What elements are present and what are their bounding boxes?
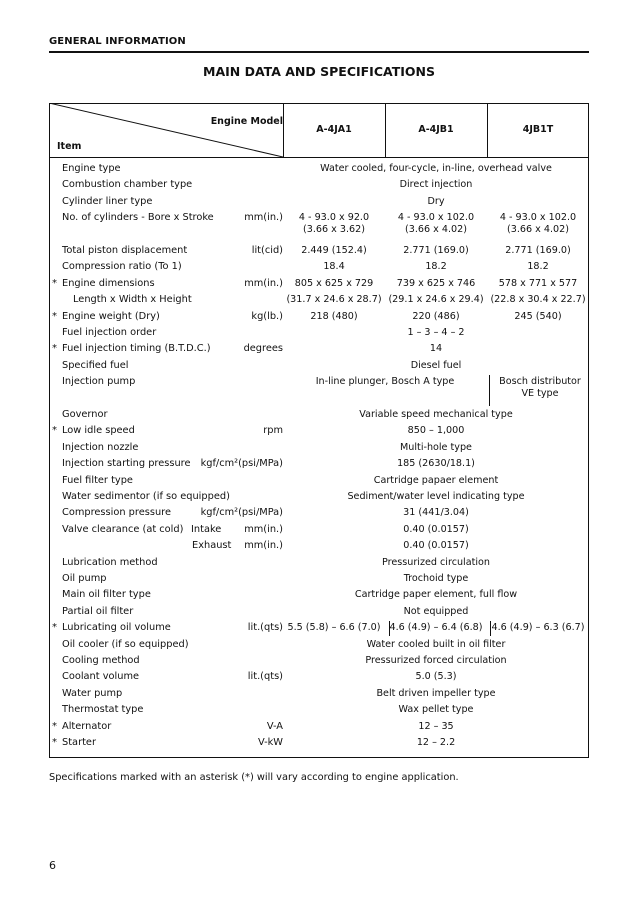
table-row bbox=[49, 309, 589, 325]
item-label: Specified fuel bbox=[62, 359, 129, 371]
value-4jb1t: 245 (540) bbox=[514, 310, 562, 322]
item-label: Injection pump bbox=[62, 376, 136, 388]
engine-model-label: Engine Model bbox=[210, 116, 283, 127]
item-label: Main oil filter type bbox=[62, 589, 151, 601]
cell-separator bbox=[389, 621, 390, 635]
table-row bbox=[49, 571, 589, 587]
item-label: Low idle speed bbox=[62, 425, 135, 437]
value-all-models: 1 – 3 – 4 – 2 bbox=[407, 327, 465, 338]
value-all-models: 0.40 (0.0157) bbox=[403, 540, 469, 552]
table-row bbox=[49, 555, 589, 571]
value-a4jb1: 18.2 bbox=[425, 261, 447, 273]
value-all-models: Pressurized circulation bbox=[382, 556, 490, 568]
table-row bbox=[49, 325, 589, 341]
table-row bbox=[49, 522, 589, 538]
item-label: Oil pump bbox=[62, 573, 107, 584]
value-a4ja1: (31.7 x 24.6 x 28.7) bbox=[286, 294, 382, 306]
value-4jb1t: 2.771 (169.0) bbox=[505, 245, 571, 256]
table-row bbox=[49, 243, 589, 259]
table-row bbox=[49, 719, 589, 735]
spec-table bbox=[49, 103, 589, 758]
unit-label: rpm bbox=[263, 425, 283, 437]
item-label: Thermostat type bbox=[62, 704, 144, 716]
value-a4ja1: 805 x 625 x 729 bbox=[294, 277, 374, 289]
value-all-models: Not equipped bbox=[403, 605, 469, 617]
value-all-models: 12 – 35 bbox=[418, 720, 454, 732]
table-row bbox=[49, 292, 589, 308]
table-row bbox=[49, 407, 589, 423]
value-all-models: Multi-hole type bbox=[400, 441, 472, 453]
value-all-models: 850 – 1,000 bbox=[407, 425, 465, 437]
table-row bbox=[49, 669, 589, 685]
value-a4ja1: 2.449 (152.4) bbox=[301, 245, 367, 256]
table-row bbox=[49, 473, 589, 489]
table-row bbox=[49, 341, 589, 357]
item-label: Cooling method bbox=[62, 655, 140, 666]
item-label: Alternator bbox=[62, 720, 112, 732]
item-label: Valve clearance (at cold) bbox=[62, 523, 184, 535]
value-4jb1t: 18.2 bbox=[527, 261, 549, 273]
model-header-a4ja1: A-4JA1 bbox=[316, 124, 352, 135]
table-row bbox=[49, 637, 589, 653]
header-bottom-rule bbox=[49, 157, 589, 158]
asterisk-marker: * bbox=[52, 343, 57, 355]
asterisk-marker: * bbox=[52, 737, 57, 748]
item-label: Starter bbox=[62, 737, 96, 748]
section-heading: GENERAL INFORMATION bbox=[49, 36, 186, 47]
item-label: Lubricating oil volume bbox=[62, 622, 171, 634]
value-all-models: 14 bbox=[429, 343, 443, 355]
table-row bbox=[49, 177, 589, 193]
item-label: Lubrication method bbox=[62, 556, 158, 568]
unit-label: lit.(qts) bbox=[247, 671, 283, 683]
page-title: MAIN DATA AND SPECIFICATIONS bbox=[203, 64, 435, 79]
cell-separator bbox=[490, 621, 491, 635]
unit-label: lit.(qts) bbox=[247, 622, 283, 634]
item-label: Injection nozzle bbox=[62, 441, 139, 453]
page-number: 6 bbox=[49, 859, 56, 872]
table-row bbox=[49, 538, 589, 554]
value-a4ja1: 218 (480) bbox=[310, 310, 358, 322]
asterisk-marker: * bbox=[52, 622, 57, 634]
value-4jb1t: 4 - 93.0 x 102.0 (3.66 x 4.02) bbox=[499, 212, 577, 236]
table-row bbox=[49, 505, 589, 521]
value-all-models: Water cooled, four-cycle, in-line, overhead valve bbox=[320, 163, 552, 174]
item-label: Fuel filter type bbox=[62, 474, 133, 486]
table-row bbox=[49, 653, 589, 669]
item-label: Length x Width x Height bbox=[73, 294, 192, 306]
table-row bbox=[49, 210, 589, 243]
table-row bbox=[49, 686, 589, 702]
table-row bbox=[49, 259, 589, 275]
item-label: Engine type bbox=[62, 163, 121, 174]
value-all-models: Trochoid type bbox=[403, 573, 469, 584]
item-label: Item bbox=[57, 141, 82, 152]
value-a4jb1: 2.771 (169.0) bbox=[403, 245, 469, 256]
value-4jb1t: Bosch distributor VE type bbox=[499, 376, 581, 400]
value-a4jb1: 220 (486) bbox=[412, 310, 460, 322]
value-all-models: Direct injection bbox=[399, 179, 473, 191]
item-label: Partial oil filter bbox=[62, 605, 134, 617]
item-label: Coolant volume bbox=[62, 671, 140, 683]
table-row bbox=[49, 276, 589, 292]
table-row bbox=[49, 456, 589, 472]
table-row bbox=[49, 620, 589, 636]
unit-label: kgf/cm²(psi/MPa) bbox=[200, 507, 283, 519]
value-all-models: Water cooled built in oil filter bbox=[366, 638, 506, 650]
item-label: Engine dimensions bbox=[62, 277, 155, 289]
value-4jb1t: (22.8 x 30.4 x 22.7) bbox=[490, 294, 586, 306]
value-all-models: Dry bbox=[427, 195, 445, 207]
value-all-models: Cartridge papaer element bbox=[373, 474, 499, 486]
value-all-models: 5.0 (5.3) bbox=[415, 671, 457, 683]
value-a4ja1: 18.4 bbox=[323, 261, 345, 273]
item-label: Total piston displacement bbox=[62, 245, 188, 256]
cell-separator bbox=[489, 375, 490, 406]
item-label: Fuel injection order bbox=[62, 327, 157, 338]
value-a4ja1-a4jb1: In-line plunger, Bosch A type bbox=[315, 376, 455, 388]
item-label: Fuel injection timing (B.T.D.C.) bbox=[62, 343, 211, 355]
asterisk-marker: * bbox=[52, 720, 57, 732]
footnote: Specifications marked with an asterisk (*) will vary according to engine application. bbox=[49, 772, 459, 783]
value-all-models: 0.40 (0.0157) bbox=[403, 523, 469, 535]
item-label: No. of cylinders - Bore x Stroke bbox=[62, 212, 214, 224]
unit-label: mm(in.) bbox=[244, 212, 283, 224]
asterisk-marker: * bbox=[52, 310, 57, 322]
item-label: Engine weight (Dry) bbox=[62, 310, 160, 322]
value-all-models: Sediment/water level indicating type bbox=[347, 491, 525, 502]
value-all-models: Diesel fuel bbox=[410, 359, 462, 371]
value-all-models: Wax pellet type bbox=[398, 704, 474, 716]
value-a4ja1: 5.5 (5.8) – 6.6 (7.0) bbox=[287, 622, 381, 634]
table-row bbox=[49, 702, 589, 718]
table-row bbox=[49, 735, 589, 751]
item-label: Oil cooler (if so equipped) bbox=[62, 638, 189, 650]
unit-label: lit(cid) bbox=[251, 245, 283, 256]
item-label: Water sedimentor (if so equipped) bbox=[62, 491, 230, 502]
value-4jb1t: 578 x 771 x 577 bbox=[498, 277, 578, 289]
table-row bbox=[49, 374, 589, 407]
model-header-a4jb1: A-4JB1 bbox=[418, 124, 454, 135]
unit-label: kg(lb.) bbox=[251, 310, 283, 322]
table-row bbox=[49, 194, 589, 210]
value-a4jb1: 4 - 93.0 x 102.0 (3.66 x 4.02) bbox=[397, 212, 475, 236]
table-row bbox=[49, 440, 589, 456]
unit-label: mm(in.) bbox=[244, 277, 283, 289]
table-row bbox=[49, 604, 589, 620]
table-row bbox=[49, 587, 589, 603]
value-a4jb1: (29.1 x 24.6 x 29.4) bbox=[388, 294, 484, 306]
item-label: Combustion chamber type bbox=[62, 179, 193, 191]
value-all-models: Pressurized forced circulation bbox=[365, 655, 507, 666]
unit-label: V-A bbox=[266, 720, 283, 732]
unit-label: degrees bbox=[243, 343, 283, 355]
asterisk-marker: * bbox=[52, 425, 57, 437]
item-label: Compression pressure bbox=[62, 507, 171, 519]
table-row bbox=[49, 161, 589, 177]
table-row bbox=[49, 423, 589, 439]
model-header-4jb1t: 4JB1T bbox=[522, 124, 554, 135]
unit-label: mm(in.) bbox=[244, 540, 283, 552]
item-sublabel: Exhaust bbox=[192, 540, 232, 552]
value-all-models: Belt driven impeller type bbox=[376, 687, 496, 699]
item-label: Injection starting pressure bbox=[62, 458, 191, 470]
value-all-models: 185 (2630/18.1) bbox=[397, 458, 475, 470]
value-all-models: 31 (441/3.04) bbox=[403, 507, 469, 519]
table-row bbox=[49, 489, 589, 505]
value-4jb1t: 4.6 (4.9) – 6.3 (6.7) bbox=[491, 622, 585, 634]
unit-label: kgf/cm²(psi/MPa) bbox=[200, 458, 283, 470]
section-rule bbox=[49, 51, 589, 53]
item-label: Governor bbox=[62, 409, 108, 420]
value-a4ja1: 4 - 93.0 x 92.0 (3.66 x 3.62) bbox=[298, 212, 370, 236]
item-label: Compression ratio (To 1) bbox=[62, 261, 182, 273]
header-diagonal bbox=[49, 103, 283, 157]
asterisk-marker: * bbox=[52, 277, 57, 289]
value-all-models: Variable speed mechanical type bbox=[359, 409, 513, 420]
value-a4jb1: 739 x 625 x 746 bbox=[396, 277, 476, 289]
unit-label: V-kW bbox=[257, 737, 283, 748]
unit-label: mm(in.) bbox=[244, 523, 283, 535]
value-all-models: Cartridge paper element, full flow bbox=[354, 589, 518, 601]
item-label: Cylinder liner type bbox=[62, 195, 153, 207]
value-all-models: 12 – 2.2 bbox=[416, 737, 456, 748]
item-sublabel: Intake bbox=[191, 523, 222, 535]
item-label: Water pump bbox=[62, 687, 123, 699]
table-row bbox=[49, 358, 589, 374]
value-a4jb1: 4.6 (4.9) – 6.4 (6.8) bbox=[389, 622, 483, 634]
